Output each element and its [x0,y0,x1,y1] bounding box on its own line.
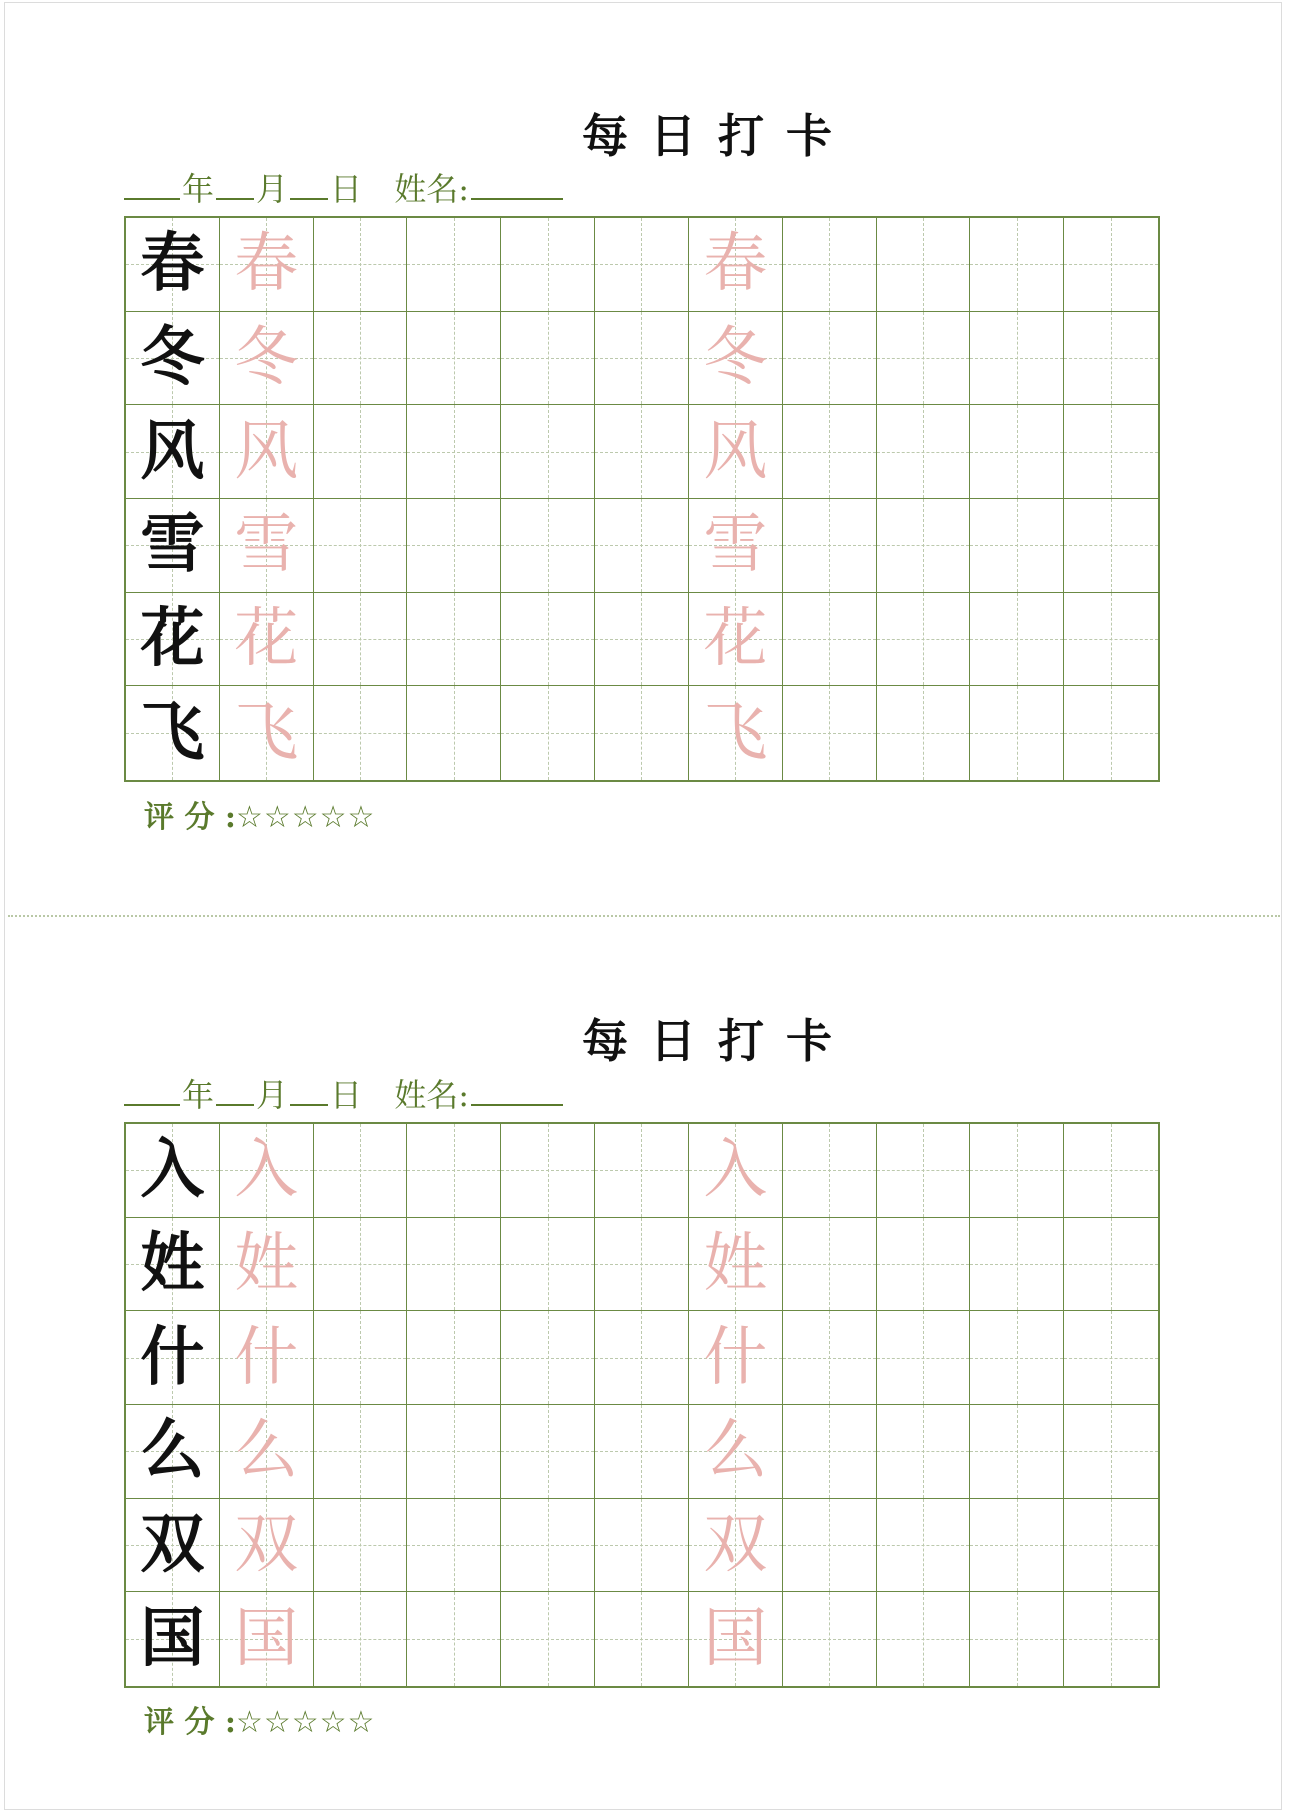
grid-guide-horizontal [783,1451,876,1452]
grid-cell[interactable] [595,218,689,312]
grid-cell[interactable] [501,1592,595,1686]
grid-cell[interactable] [595,405,689,499]
grid-cell[interactable] [689,1592,783,1686]
grid-guide-horizontal [1064,264,1158,265]
year-label: 年 [182,1076,215,1114]
grid-cell[interactable] [126,1218,220,1312]
grid-guide-horizontal [595,264,688,265]
grid-guide-horizontal [501,1264,594,1265]
score-line [144,1697,375,1741]
grid-guide-horizontal [783,545,876,546]
date-name-line [124,1070,563,1116]
grid-guide-horizontal [501,264,594,265]
grid-cell[interactable] [1064,593,1158,687]
grid-cell[interactable] [220,499,314,593]
grid-cell[interactable] [689,1311,783,1405]
trace-character: 么 [703,1414,768,1489]
grid-guide-horizontal [970,733,1063,734]
name-label: 姓名: [394,170,470,208]
trace-character: 飞 [234,696,299,771]
grid-cell[interactable] [970,312,1064,406]
grid-cell[interactable] [970,686,1064,780]
model-character: 国 [140,1601,205,1677]
grid-cell[interactable] [970,499,1064,593]
grid-cell[interactable] [783,593,877,687]
grid-cell[interactable] [126,686,220,780]
grid-cell[interactable] [783,218,877,312]
grid-guide-horizontal [783,1639,876,1640]
grid-cell[interactable] [126,405,220,499]
grid-cell[interactable] [407,1592,501,1686]
grid-guide-horizontal [1064,358,1158,359]
score-label: 评 分 : [144,800,236,835]
trace-character: 雪 [234,508,299,583]
grid-cell[interactable] [970,1124,1064,1218]
cut-line [8,915,1280,917]
grid-cell[interactable] [689,499,783,593]
grid-cell[interactable] [595,312,689,406]
grid-cell[interactable] [126,1124,220,1218]
grid-cell[interactable] [501,1124,595,1218]
month-blank[interactable] [216,1076,254,1106]
grid-guide-horizontal [877,358,970,359]
grid-guide-horizontal [501,733,594,734]
score-label: 评 分 : [144,1705,236,1740]
grid-guide-horizontal [501,1451,594,1452]
grid-guide-horizontal [314,1639,407,1640]
grid-guide-horizontal [407,1451,500,1452]
grid-guide-horizontal [877,1358,970,1359]
grid-guide-horizontal [783,1358,876,1359]
grid-cell[interactable] [126,1592,220,1686]
grid-cell[interactable] [407,312,501,406]
grid-cell[interactable] [501,1405,595,1499]
grid-cell[interactable] [1064,499,1158,593]
grid-cell[interactable] [783,1311,877,1405]
trace-character: 入 [234,1133,299,1208]
grid-guide-horizontal [783,1264,876,1265]
grid-guide-horizontal [1064,1639,1158,1640]
grid-guide-horizontal [501,639,594,640]
grid-guide-horizontal [877,1451,970,1452]
grid-guide-horizontal [970,1264,1063,1265]
grid-cell[interactable] [1064,686,1158,780]
grid-guide-horizontal [407,733,500,734]
grid-guide-horizontal [1064,545,1158,546]
grid-guide-horizontal [595,1264,688,1265]
grid-guide-horizontal [314,1545,407,1546]
model-character: 雪 [140,507,205,583]
trace-character: 国 [703,1602,768,1677]
grid-guide-horizontal [407,358,500,359]
grid-guide-horizontal [1064,1451,1158,1452]
grid-guide-horizontal [407,1264,500,1265]
grid-guide-horizontal [1064,639,1158,640]
grid-cell[interactable] [1064,218,1158,312]
grid-guide-horizontal [595,545,688,546]
grid-cell[interactable] [970,1499,1064,1593]
grid-guide-horizontal [970,1451,1063,1452]
grid-cell[interactable] [314,405,408,499]
grid-guide-horizontal [501,545,594,546]
model-character: 风 [140,413,205,489]
grid-guide-horizontal [501,452,594,453]
grid-guide-horizontal [407,452,500,453]
grid-cell[interactable] [126,1311,220,1405]
grid-cell[interactable] [970,1592,1064,1686]
grid-guide-horizontal [1064,733,1158,734]
grid-guide-horizontal [595,1451,688,1452]
grid-cell[interactable] [783,499,877,593]
grid-cell[interactable] [314,312,408,406]
grid-guide-horizontal [1064,1264,1158,1265]
trace-character: 双 [703,1507,768,1582]
grid-cell[interactable] [689,405,783,499]
score-line [144,792,375,836]
grid-cell[interactable] [501,218,595,312]
grid-guide-horizontal [314,452,407,453]
name-blank[interactable] [471,1076,563,1106]
trace-character: 春 [234,227,299,302]
grid-cell[interactable] [501,1499,595,1593]
grid-cell[interactable] [970,1405,1064,1499]
grid-guide-horizontal [314,1358,407,1359]
grid-cell[interactable] [220,1592,314,1686]
grid-guide-horizontal [407,639,500,640]
grid-cell[interactable] [877,1218,971,1312]
grid-guide-horizontal [970,1639,1063,1640]
trace-character: 冬 [234,320,299,395]
grid-guide-horizontal [783,264,876,265]
grid-guide-horizontal [501,358,594,359]
grid-guide-horizontal [314,545,407,546]
grid-guide-horizontal [501,1639,594,1640]
trace-character: 姓 [703,1226,768,1301]
sheet-title: 每日打卡 [582,109,854,163]
grid-guide-horizontal [407,1545,500,1546]
grid-cell[interactable] [501,686,595,780]
model-character: 飞 [140,695,205,771]
grid-guide-horizontal [970,639,1063,640]
grid-guide-horizontal [783,358,876,359]
trace-character: 姓 [234,1226,299,1301]
grid-cell[interactable] [220,1499,314,1593]
model-character: 冬 [140,319,205,395]
grid-cell[interactable] [1064,1405,1158,1499]
day-blank[interactable] [290,1076,328,1106]
trace-character: 花 [703,601,768,676]
grid-cell[interactable] [689,1405,783,1499]
grid-cell[interactable] [220,593,314,687]
grid-cell[interactable] [595,593,689,687]
grid-cell[interactable] [877,1592,971,1686]
grid-guide-horizontal [877,1545,970,1546]
grid-cell[interactable] [407,1124,501,1218]
grid-cell[interactable] [877,405,971,499]
grid-cell[interactable] [877,1405,971,1499]
grid-guide-horizontal [783,1170,876,1171]
grid-cell[interactable] [407,1218,501,1312]
grid-cell[interactable] [1064,1311,1158,1405]
name-blank[interactable] [471,170,563,200]
grid-guide-horizontal [1064,1170,1158,1171]
grid-cell[interactable] [970,1311,1064,1405]
grid-guide-horizontal [877,1264,970,1265]
grid-guide-horizontal [877,639,970,640]
trace-character: 风 [703,414,768,489]
star-rating[interactable]: ☆☆☆☆☆ [235,1705,376,1740]
grid-cell[interactable] [314,499,408,593]
grid-cell[interactable] [220,1405,314,1499]
grid-guide-horizontal [407,1639,500,1640]
grid-guide-horizontal [877,1170,970,1171]
grid-cell[interactable] [595,1499,689,1593]
grid-cell[interactable] [595,1124,689,1218]
grid-guide-horizontal [970,1545,1063,1546]
grid-guide-horizontal [1064,1358,1158,1359]
model-character: 双 [140,1506,205,1582]
grid-cell[interactable] [1064,1124,1158,1218]
grid-cell[interactable] [783,1218,877,1312]
grid-cell[interactable] [126,1405,220,1499]
grid-guide-horizontal [314,639,407,640]
grid-cell[interactable] [1064,405,1158,499]
grid-cell[interactable] [314,1592,408,1686]
grid-guide-horizontal [877,264,970,265]
trace-character: 雪 [703,508,768,583]
grid-cell[interactable] [877,686,971,780]
grid-cell[interactable] [314,218,408,312]
day-blank[interactable] [290,170,328,200]
grid-guide-horizontal [877,1639,970,1640]
grid-guide-horizontal [783,639,876,640]
grid-guide-horizontal [407,1358,500,1359]
name-label: 姓名: [394,1076,470,1114]
grid-guide-horizontal [1064,452,1158,453]
grid-guide-horizontal [314,1170,407,1171]
grid-cell[interactable] [220,218,314,312]
grid-cell[interactable] [689,1218,783,1312]
grid-cell[interactable] [1064,1499,1158,1593]
trace-character: 什 [234,1320,299,1395]
grid-guide-horizontal [314,358,407,359]
trace-character: 入 [703,1133,768,1208]
grid-guide-horizontal [783,733,876,734]
grid-guide-horizontal [407,545,500,546]
trace-character: 飞 [703,696,768,771]
grid-guide-horizontal [314,733,407,734]
grid-guide-horizontal [970,264,1063,265]
trace-character: 风 [234,414,299,489]
month-label: 月 [256,1076,289,1114]
month-blank[interactable] [216,170,254,200]
grid-cell[interactable] [314,1405,408,1499]
grid-cell[interactable] [689,1499,783,1593]
grid-cell[interactable] [126,218,220,312]
grid-cell[interactable] [501,593,595,687]
grid-cell[interactable] [970,218,1064,312]
trace-character: 么 [234,1414,299,1489]
grid-guide-horizontal [595,452,688,453]
grid-guide-horizontal [314,1264,407,1265]
grid-cell[interactable] [877,499,971,593]
grid-cell[interactable] [970,593,1064,687]
grid-cell[interactable] [689,593,783,687]
grid-cell[interactable] [501,499,595,593]
grid-cell[interactable] [314,1311,408,1405]
trace-character: 双 [234,1507,299,1582]
grid-guide-horizontal [783,1545,876,1546]
grid-cell[interactable] [220,405,314,499]
grid-cell[interactable] [783,405,877,499]
grid-cell[interactable] [1064,1592,1158,1686]
grid-cell[interactable] [126,1499,220,1593]
year-blank[interactable] [124,1076,180,1106]
grid-guide-horizontal [595,1639,688,1640]
grid-cell[interactable] [877,1499,971,1593]
grid-cell[interactable] [220,1218,314,1312]
grid-cell[interactable] [783,1124,877,1218]
day-label: 日 [330,170,363,208]
grid-guide-horizontal [501,1545,594,1546]
grid-guide-horizontal [595,1170,688,1171]
grid-cell[interactable] [595,686,689,780]
grid-cell[interactable] [1064,312,1158,406]
trace-character: 冬 [703,320,768,395]
grid-cell[interactable] [501,312,595,406]
grid-guide-horizontal [407,264,500,265]
sheet-title: 每日打卡 [582,1014,854,1068]
grid-cell[interactable] [877,1311,971,1405]
grid-guide-horizontal [970,545,1063,546]
grid-cell[interactable] [877,1124,971,1218]
trace-character: 国 [234,1602,299,1677]
grid-cell[interactable] [407,1405,501,1499]
grid-cell[interactable] [783,1405,877,1499]
model-character: 春 [140,226,205,302]
trace-character: 春 [703,227,768,302]
grid-cell[interactable] [595,1405,689,1499]
year-label: 年 [182,170,215,208]
grid-cell[interactable] [407,499,501,593]
grid-cell[interactable] [595,1592,689,1686]
grid-cell[interactable] [126,593,220,687]
grid-cell[interactable] [407,1311,501,1405]
grid-cell[interactable] [877,312,971,406]
grid-guide-horizontal [314,1451,407,1452]
grid-cell[interactable] [783,1592,877,1686]
model-character: 什 [140,1319,205,1395]
grid-cell[interactable] [970,405,1064,499]
grid-guide-horizontal [877,733,970,734]
grid-guide-horizontal [783,452,876,453]
grid-cell[interactable] [877,593,971,687]
grid-cell[interactable] [783,1499,877,1593]
grid-cell[interactable] [407,593,501,687]
grid-cell[interactable] [314,593,408,687]
grid-cell[interactable] [314,686,408,780]
grid-cell[interactable] [501,1218,595,1312]
grid-cell[interactable] [220,312,314,406]
grid-cell[interactable] [407,218,501,312]
grid-cell[interactable] [689,218,783,312]
grid-guide-horizontal [970,452,1063,453]
star-rating[interactable]: ☆☆☆☆☆ [235,800,376,835]
date-name-line [124,164,563,210]
grid-guide-horizontal [595,733,688,734]
grid-guide-horizontal [501,1358,594,1359]
grid-guide-horizontal [595,639,688,640]
writing-grid [124,1122,1160,1688]
grid-cell[interactable] [314,1124,408,1218]
model-character: 姓 [140,1225,205,1301]
grid-guide-horizontal [595,1358,688,1359]
model-character: 花 [140,600,205,676]
model-character: 么 [140,1413,205,1489]
grid-cell[interactable] [220,1311,314,1405]
grid-guide-horizontal [314,264,407,265]
grid-cell[interactable] [970,1218,1064,1312]
grid-guide-horizontal [970,1358,1063,1359]
grid-cell[interactable] [407,405,501,499]
trace-character: 什 [703,1320,768,1395]
grid-guide-horizontal [877,452,970,453]
grid-cell[interactable] [126,312,220,406]
grid-cell[interactable] [126,499,220,593]
grid-guide-horizontal [501,1170,594,1171]
writing-grid [124,216,1160,782]
grid-cell[interactable] [1064,1218,1158,1312]
day-label: 日 [330,1076,363,1114]
grid-guide-horizontal [407,1170,500,1171]
grid-cell[interactable] [407,1499,501,1593]
grid-cell[interactable] [595,1218,689,1312]
month-label: 月 [256,170,289,208]
grid-guide-horizontal [1064,1545,1158,1546]
grid-cell[interactable] [220,686,314,780]
grid-guide-horizontal [595,358,688,359]
grid-cell[interactable] [877,218,971,312]
grid-cell[interactable] [314,1218,408,1312]
grid-cell[interactable] [783,312,877,406]
grid-guide-horizontal [877,545,970,546]
grid-cell[interactable] [689,686,783,780]
trace-character: 花 [234,601,299,676]
year-blank[interactable] [124,170,180,200]
grid-cell[interactable] [407,686,501,780]
grid-cell[interactable] [783,686,877,780]
grid-cell[interactable] [595,1311,689,1405]
grid-guide-horizontal [970,1170,1063,1171]
grid-cell[interactable] [501,405,595,499]
grid-cell[interactable] [220,1124,314,1218]
grid-guide-horizontal [595,1545,688,1546]
grid-cell[interactable] [501,1311,595,1405]
grid-guide-horizontal [970,358,1063,359]
model-character: 入 [140,1132,205,1208]
grid-cell[interactable] [595,499,689,593]
grid-cell[interactable] [689,1124,783,1218]
grid-cell[interactable] [689,312,783,406]
grid-cell[interactable] [314,1499,408,1593]
